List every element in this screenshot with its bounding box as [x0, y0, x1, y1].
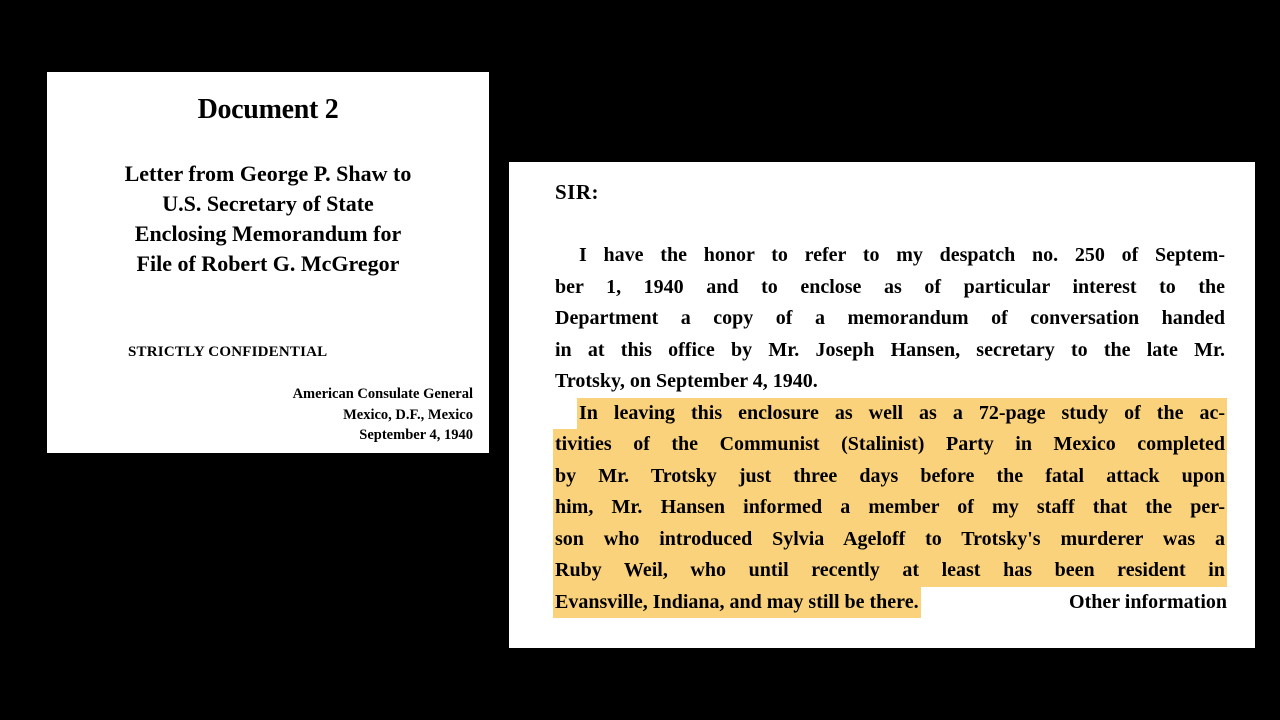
highlighted-line: Evansville, Indiana, and may still be there. Other information — [553, 587, 1227, 619]
document-subtitle — [47, 159, 489, 279]
subtitle-line: U.S. Secretary of State — [162, 191, 374, 216]
highlighted-line: son who introduced Sylvia Ageloff to Trotsky's murderer was a — [553, 524, 1227, 556]
paragraph-line: ber 1, 1940 and to enclose as of particular interest to the — [555, 275, 1225, 298]
letter-excerpt-card — [509, 162, 1255, 648]
letterhead-line: Mexico, D.F., Mexico — [343, 406, 473, 423]
highlighted-line: Ruby Weil, who until recently at least has been resident in — [553, 555, 1227, 587]
highlighted-line: by Mr. Trotsky just three days before the fatal attack upon — [553, 461, 1227, 493]
letterhead — [293, 384, 473, 446]
subtitle-line: Letter from George P. Shaw to — [124, 161, 412, 186]
salutation: SIR: — [555, 180, 600, 204]
letterhead-line: American Consulate General — [292, 386, 473, 402]
highlighted-line: him, Mr. Hansen informed a member of my staff that the per- — [553, 492, 1227, 524]
highlighted-line: In leaving this enclosure as well as a 72-page study of the ac- — [553, 398, 1227, 430]
subtitle-line: File of Robert G. McGregor — [136, 251, 400, 276]
paragraph-line: I have the honor to refer to my despatch no. 250 of Septem- — [579, 244, 1225, 266]
document-title: Document 2 — [197, 94, 339, 125]
letter-body — [553, 240, 1227, 618]
paragraph-line: Department a copy of a memorandum of conversation handed — [555, 307, 1225, 329]
letterhead-line: September 4, 1940 — [359, 427, 473, 443]
subtitle-line: Enclosing Memorandum for — [134, 221, 402, 246]
classification-label: STRICTLY CONFIDENTIAL — [128, 344, 328, 360]
paragraph-line: Trotsky, on September 4, 1940. — [555, 370, 818, 392]
highlighted-line: tivities of the Communist (Stalinist) Party in Mexico completed — [553, 429, 1227, 461]
unhighlighted-continuation: Other information — [1069, 590, 1227, 613]
paragraph-line: in at this office by Mr. Joseph Hansen, secretary to the late Mr. — [555, 338, 1225, 361]
document-title-card — [47, 72, 489, 453]
